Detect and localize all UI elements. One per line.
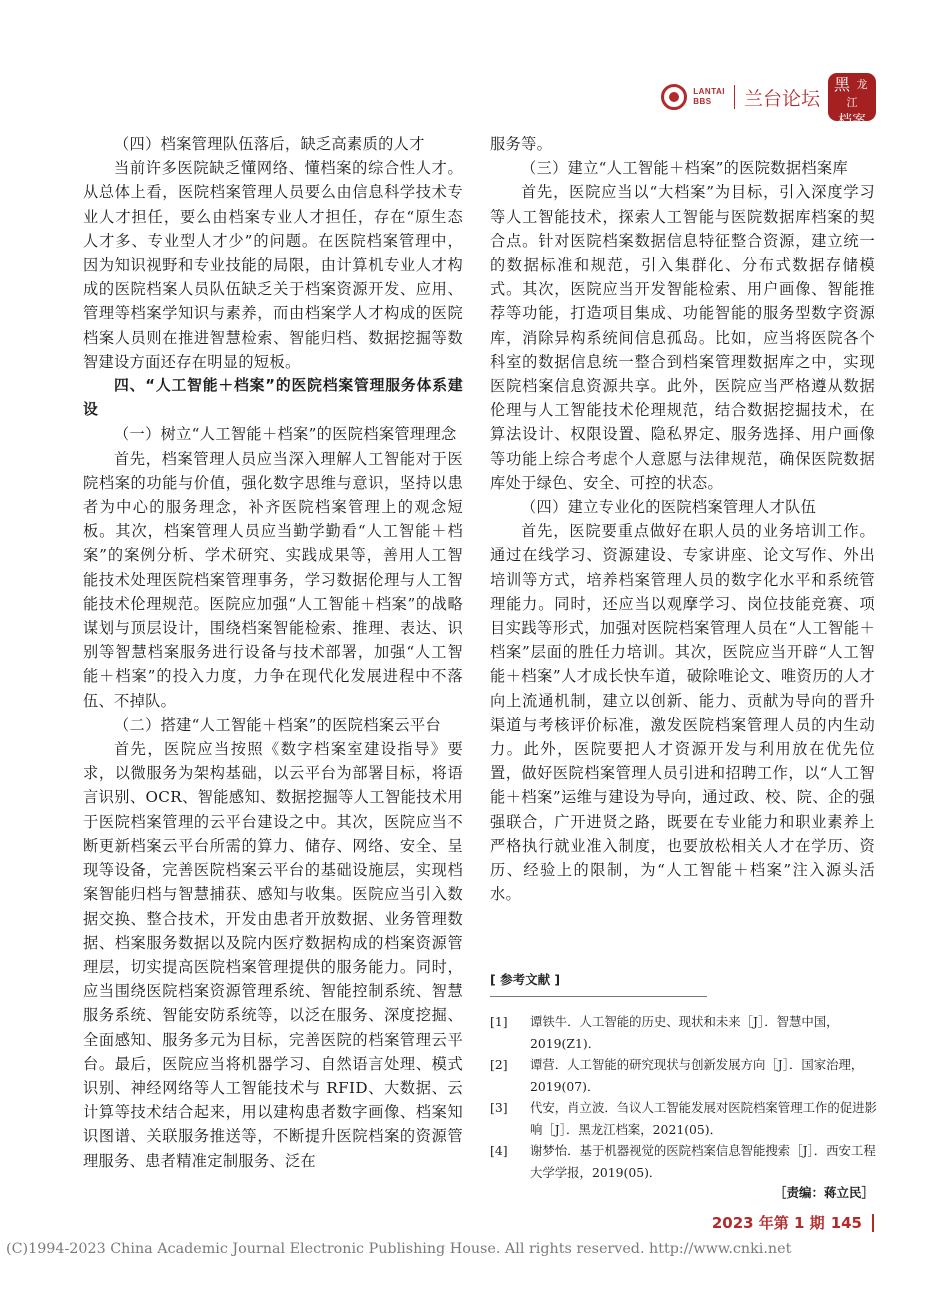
paragraph: 服务等。 — [490, 135, 553, 153]
right-column — [490, 132, 875, 907]
subsection-heading: （四）建立专业化的医院档案管理人才队伍 — [521, 498, 817, 517]
reference-text: 谭铁牛．人工智能的历史、现状和未来［J］．智慧中国，2019(Z1)． — [530, 1014, 839, 1051]
reference-item — [490, 1011, 878, 1054]
footer-bar — [872, 1214, 874, 1232]
forum-title: 兰台论坛 — [743, 87, 820, 110]
paragraph: 当前许多医院缺乏懂网络、懂档案的综合性人才。从总体上看，医院档案管理人员要么由信息科学技术专业人才担任，要么由档案专业人才担任，存在“原生态人才多、专业型人才少”的问题。在医院档案管理中，因为知识视野和专业技能的局限，由计算机专业人才构成的医院档案人员队伍缺乏关于档案资源开发、应用、管理等档案学知识与素养，而由档案学人才构成的医院档案人员则在推进智慧检索、智能归档、数据挖掘等数智建设方面还存在明显的短板。 — [83, 159, 463, 371]
reference-item — [490, 1097, 878, 1140]
journal-seal-logo — [828, 73, 876, 129]
page-footer — [712, 1212, 874, 1233]
seal-char: 黑 — [833, 75, 850, 94]
copyright-notice: (C)1994-2023 China Academic Journal Electronic Publishing House. All rights reserved. http://www.cnki.net — [6, 1241, 792, 1257]
section-heading: 四、“人工智能＋档案”的医院档案管理服务体系建设 — [83, 377, 463, 419]
reference-item — [490, 1054, 878, 1097]
paragraph: 首先，档案管理人员应当深入理解人工智能对于医院档案的功能与价值，强化数字思维与意识，坚持以患者为中心的服务理念，补齐医院档案管理上的观念短板。其次，档案管理人员应当勤学勤看“人工智能＋档案”的案例分析、学术研究、实践成果等，善用人工智能技术处理医院档案管理事务，学习数据伦理与人工智能技术伦理规范。医院应加强“人工智能＋档案”的战略谋划与顶层设计，围绕档案智能检索、推理、表达、识别等智慧档案服务进行设备与技术部署，加强“人工智能＋档案”的投入力度，力争在现代化发展进程中不落伍、不掉队。 — [83, 449, 463, 710]
subsection-heading: （二）搭建“人工智能＋档案”的医院档案云平台 — [114, 715, 441, 734]
reference-text: 谢梦怡．基于机器视觉的医院档案信息智能搜索［J］．西安工程大学学报，2019(05)． — [530, 1143, 876, 1180]
editor-credit: ［责编：蒋立民］ — [773, 1185, 874, 1200]
journal-header — [661, 72, 876, 129]
paragraph: 首先，医院应当按照《数字档案室建设指导》要求，以微服务为架构基础，以云平台为部署目标，将语言识别、OCR、智能感知、数据挖掘等人工智能技术用于医院档案管理的云平台建设之中。其次，医院应当不断更新档案云平台所需的算力、储存、网络、安全、呈现等设备，完善医院档案云平台的基础设施层，实现档案智能归档与智慧捕获、感知与收集。医院应当引入数据交换、整合技术，开发由患者开放数据、业务管理数据、档案服务数据以及院内医疗数据构成的档案资源管理层，切实提高医院档案管理提供的服务能力。同时，应当围绕医院档案资源管理系统、智能控制系统、智慧服务系统、智能安防系统等，以泛在服务、深度挖掘、全面感知、服务多元为目标，完善医院的档案管理云平台。最后，医院应当将机器学习、自然语言处理、模式识别、神经网络等人工智能技术与 RFID、大数据、云计算等技术结合起来，用以建构患者数字画像、档案知识图谱、关联服务推送等，不断提升医院档案的资源管理服务、患者精准定制服务、泛在 — [83, 740, 463, 1170]
subsection-heading: （四）档案管理队伍落后，缺乏高素质的人才 — [114, 135, 425, 153]
reference-item — [490, 1140, 878, 1183]
seal-char: 龙 — [856, 78, 868, 91]
reference-text: 谭营．人工智能的研究现状与创新发展方向［J］．国家治理，2019(07)． — [530, 1057, 864, 1094]
left-column — [83, 132, 463, 1173]
header-divider — [734, 85, 735, 109]
paragraph: 首先，医院应当以“大档案”为目标，引入深度学习等人工智能技术，探索人工智能与医院数据库档案的契合点。针对医院档案数据信息特征整合资源，建立统一的数据标准和规范，引入集群化、分布式数据存储模式。其次，医院应当开发智能检索、用户画像、智能推荐等功能，打造项目集成、功能智能的服务型数字资源库，消除异构系统间信息孤岛。比如，应当将医院各个科室的数据信息统一整合到档案管理数据库之中，实现医院档案信息资源共享。此外，医院应当严格遵从数据伦理与人工智能技术伦理规范，结合数据挖掘技术，在算法设计、权限设置、隐私界定、服务选择、用户画像等功能上综合考虑个人意愿与法律规范，确保医院数据库处于绿色、安全、可控的状态。 — [490, 183, 875, 492]
lantai-logo-text — [693, 87, 725, 107]
lantai-text-line1: LANTAI — [693, 87, 725, 96]
references-divider — [490, 996, 707, 997]
paragraph: 首先，医院要重点做好在职人员的业务培训工作。通过在线学习、资源建设、专家讲座、论文写作、外出培训等方式，培养档案管理人员的数字化水平和系统管理能力。同时，还应当以观摩学习、岗位技能竞赛、项目实践等形式，加强对医院档案管理人员在“人工智能＋档案”层面的胜任力培训。其次，医院应当开辟“人工智能＋档案”人才成长快车道，破除唯论文、唯资历的人才向上流通机制，建立以创新、能力、贡献为导向的晋升渠道与考核评价标准，激发医院档案管理人员的内生动力。此外，医院要把人才资源开发与利用放在优先位置，做好医院档案管理人员引进和招聘工作，以“人工智能＋档案”运维与建设为导向，通过政、校、院、企的强强联合，广开进贤之路，既要在专业能力和职业素养上严格执行就业准入制度，也要放松相关人才在学历、资历、经验上的限制，为“人工智能＋档案”注入源头活水。 — [490, 522, 875, 904]
subsection-heading: （一）树立“人工智能＋档案”的医院档案管理理念 — [114, 425, 457, 444]
seal-char: 档案 — [838, 113, 866, 129]
reference-number: [4] — [490, 1143, 508, 1158]
lantai-text-line2: BBS — [693, 97, 712, 106]
references-title: [ 参考文献 ] — [490, 972, 561, 987]
seal-char: 江 — [846, 96, 858, 109]
lantai-logo-icon — [661, 84, 687, 110]
references-list — [490, 1011, 878, 1183]
reference-number: [3] — [490, 1100, 508, 1115]
reference-number: [2] — [490, 1057, 508, 1072]
page-number: 145 — [830, 1213, 862, 1232]
subsection-heading: （三）建立“人工智能＋档案”的医院数据档案库 — [521, 159, 848, 178]
reference-text: 代安，肖立波．刍议人工智能发展对医院档案管理工作的促进影响［J］．黑龙江档案，2021(05)． — [530, 1100, 877, 1137]
issue-label: 2023 年第 1 期 — [711, 1214, 825, 1232]
reference-number: [1] — [490, 1014, 508, 1029]
